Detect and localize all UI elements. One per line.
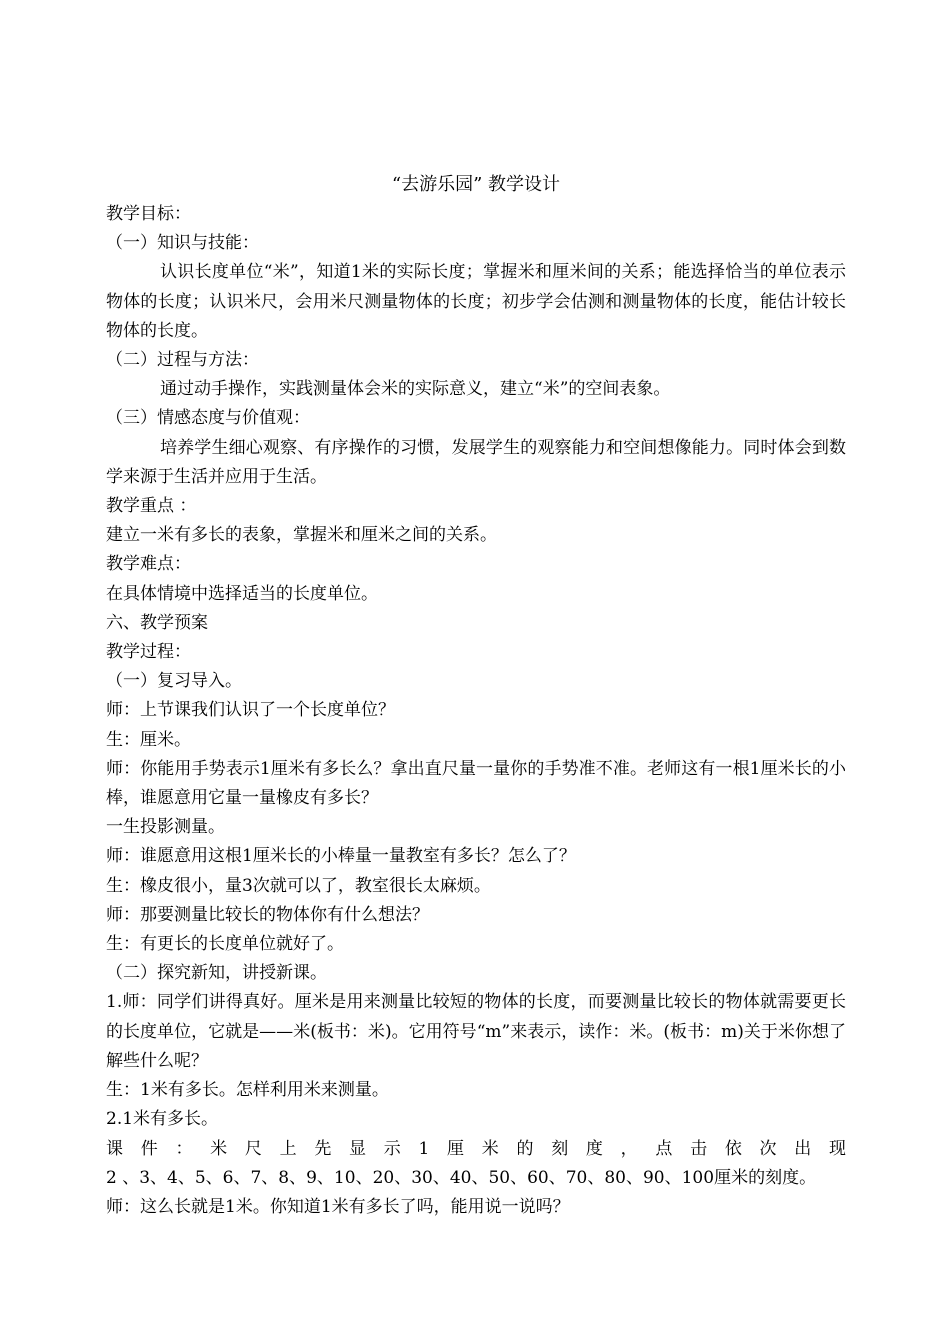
document-page xyxy=(106,170,846,1222)
dialogue-line: 师：那要测量比较长的物体你有什么想法？ xyxy=(106,904,429,925)
section-heading-procedure: 教学过程： xyxy=(106,642,191,663)
dialogue-line: 师：谁愿意用这根1厘米长的小棒量一量教室有多长？怎么了？ xyxy=(106,846,576,867)
subheading-process: （二）过程与方法： xyxy=(106,350,259,371)
section-heading-plan: 六、教学预案 xyxy=(106,612,208,633)
dialogue-line: 一生投影测量。 xyxy=(106,817,225,838)
section-heading-goals: 教学目标： xyxy=(106,204,191,224)
courseware-line: 课件：米尺上先显示1厘米的刻度，点击依次出现 xyxy=(106,1138,846,1159)
document-title: “去游乐园” 教学设计 xyxy=(391,174,561,195)
subheading-attitude: （三）情感态度与价值观： xyxy=(106,408,310,429)
dialogue-line: 师：你能用手势表示1厘米有多长么？拿出直尺量一量你的手势准不准。老师这有一根1厘米长的小棒，谁愿意用它量一量橡皮有多长？ xyxy=(106,758,846,809)
paragraph-knowledge: 认识长度单位“米”，知道1米的实际长度；掌握米和厘米间的关系；能选择恰当的单位表示物体的长度；认识米尺，会用米尺测量物体的长度；初步学会估测和测量物体的长度，能估计较长物体的长度。 xyxy=(106,262,846,341)
courseware-scale-line: 2 、3、4、5、6、7、8、9、10、20、30、40、50、60、70、80、90、100厘米的刻度。 xyxy=(106,1167,817,1188)
subheading-review: （一）复习导入。 xyxy=(106,671,242,692)
subheading-knowledge: （一）知识与技能： xyxy=(106,233,259,254)
paragraph-process: 通过动手操作，实践测量体会米的实际意义，建立“米”的空间表象。 xyxy=(160,379,671,400)
dialogue-line: 生：1米有多长。怎样利用米来测量。 xyxy=(106,1080,389,1101)
subheading-explore: （二）探究新知，讲授新课。 xyxy=(106,963,327,984)
dialogue-line: 生：有更长的长度单位就好了。 xyxy=(106,934,344,955)
dialogue-line: 生：厘米。 xyxy=(106,729,191,750)
dialogue-line: 2.1米有多长。 xyxy=(106,1109,219,1130)
dialogue-line: 生：橡皮很小，量3次就可以了，教室很长太麻烦。 xyxy=(106,875,491,896)
paragraph-difficulty: 在具体情境中选择适当的长度单位。 xyxy=(106,583,378,604)
dialogue-line: 师：上节课我们认识了一个长度单位？ xyxy=(106,700,395,721)
dialogue-line: 师：这么长就是1米。你知道1米有多长了吗，能用说一说吗？ xyxy=(106,1196,570,1217)
paragraph-key: 建立一米有多长的表象，掌握米和厘米之间的关系。 xyxy=(106,525,497,546)
section-heading-key: 教学重点 ： xyxy=(106,496,197,517)
dialogue-line: 1.师：同学们讲得真好。厘米是用来测量比较短的物体的长度，而要测量比较长的物体就需要更长的长度单位，它就是——米(板书：米)。它用符号“m”来表示，读作：米。(板书：m)关于米你想了解些什么呢？ xyxy=(106,992,846,1071)
section-heading-difficulty: 教学难点： xyxy=(106,554,191,575)
paragraph-attitude: 培养学生细心观察、有序操作的习惯，发展学生的观察能力和空间想像能力。同时体会到数学来源于生活并应用于生活。 xyxy=(106,437,846,487)
